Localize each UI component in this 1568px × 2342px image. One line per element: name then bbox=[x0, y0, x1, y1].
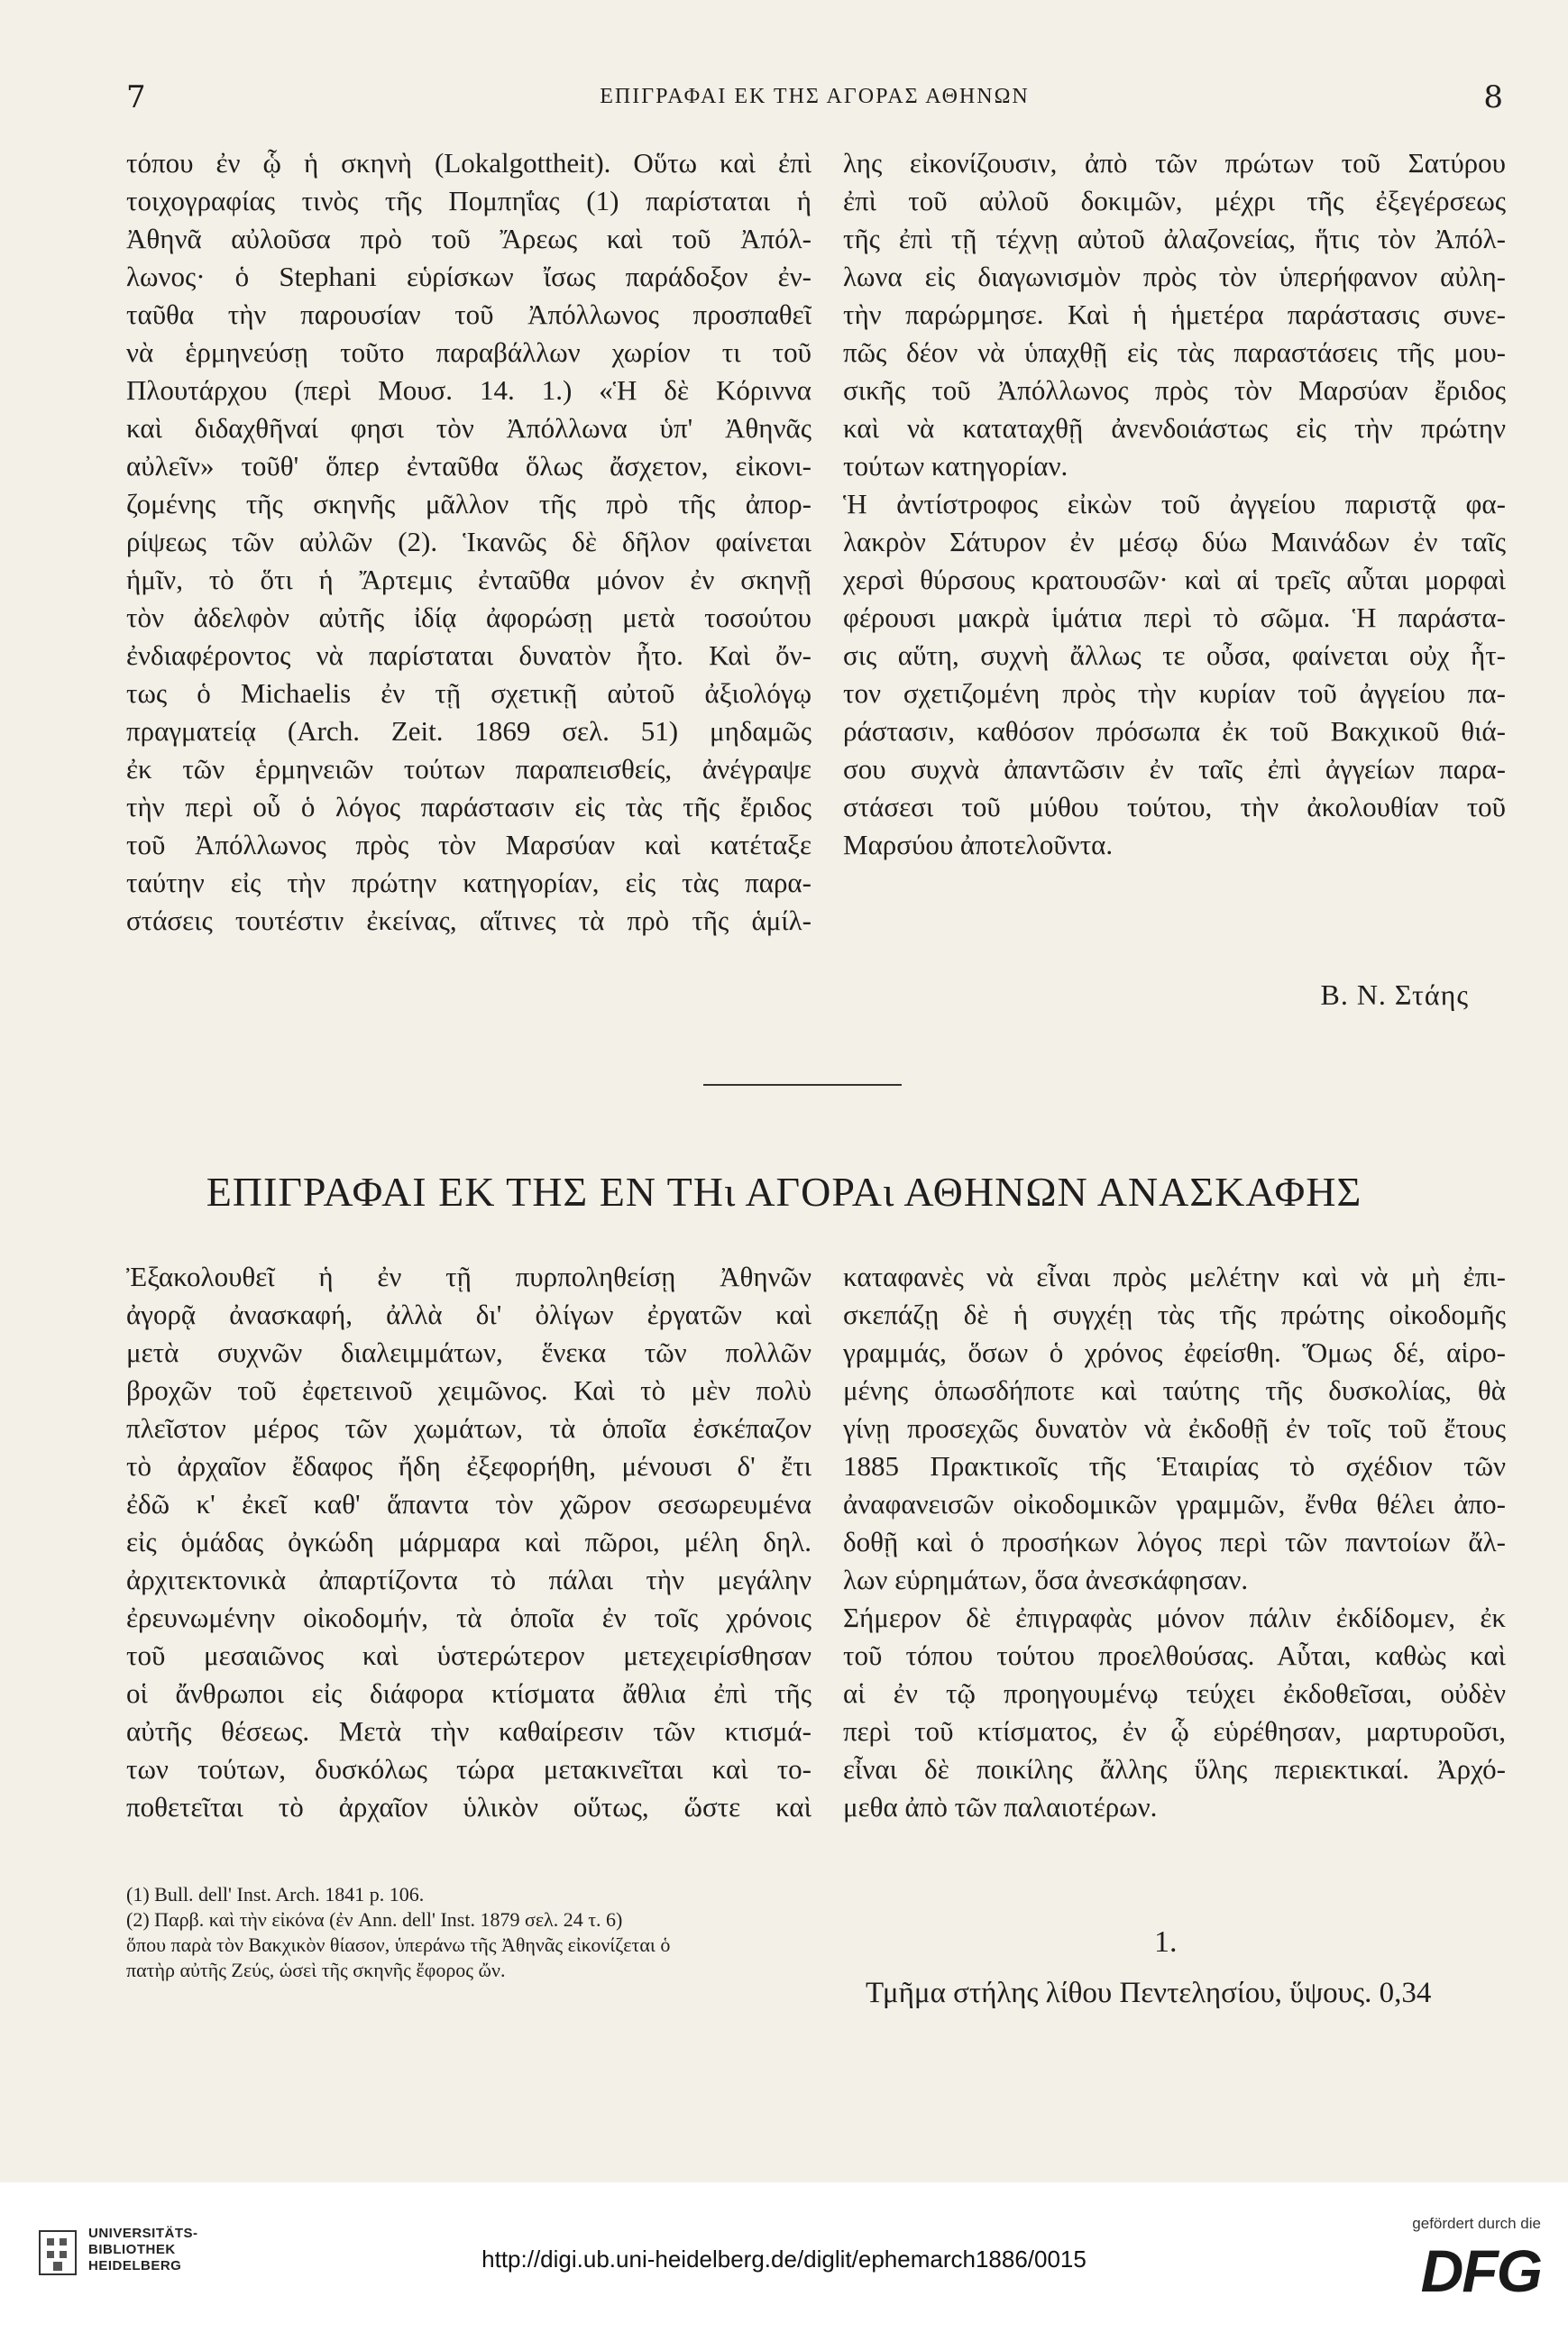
text-line: τῆς ἐπὶ τῇ τέχνῃ αὐτοῦ ἀλαζονείας, ἥτις τὸν Ἀπόλ- bbox=[843, 223, 1506, 254]
text-line: βροχῶν τοῦ ἐφετεινοῦ χειμῶνος. Καὶ τὸ μὲν πολὺ bbox=[126, 1374, 812, 1406]
text-line: τούτων κατηγορίαν. bbox=[843, 450, 1068, 482]
university-library-name: UNIVERSITÄTS- BIBLIOTHEK HEIDELBERG bbox=[88, 2226, 198, 2273]
running-head bbox=[126, 72, 1503, 126]
text-line: ζομένης τῆς σκηνῆς μᾶλλον τῆς πρὸ τῆς ἀπορ- bbox=[126, 488, 812, 519]
text-line: αὐλεῖν» τοῦθ' ὅπερ ἐνταῦθα ὅλως ἄσχετον, εἰκονι- bbox=[126, 450, 812, 482]
text-line: τως ὁ Michaelis ἐν τῇ σχετικῇ αὐτοῦ ἀξιολόγῳ bbox=[126, 677, 812, 709]
text-line: στάσεις τουτέστιν ἐκείνας, αἵτινες τὰ πρὸ τῆς ἁμίλ- bbox=[126, 905, 812, 936]
text-line: τοῦ μεσαιῶνος καὶ ὑστερώτερον μετεχειρίσθησαν bbox=[126, 1639, 812, 1671]
text-line: τόπου ἐν ᾧ ἡ σκηνὴ (Lokalgottheit). Οὕτω καὶ ἐπὶ bbox=[126, 147, 812, 179]
text-line: λωνος· ὁ Stephani εὑρίσκων ἴσως παράδοξον ἐν- bbox=[126, 261, 812, 292]
section-heading: ΕΠΙΓΡΑΦΑΙ ΕΚ ΤΗΣ ΕΝ ΤΗι ΑΓΟΡΑι ΑΘΗΝΩΝ ΑΝΑΣΚΑΦΗΣ bbox=[206, 1169, 1362, 1215]
left-column-bottom bbox=[126, 1258, 812, 1826]
text-line: λακρὸν Σάτυρον ἐν μέσῳ δύω Μαινάδων ἐν ταῖς bbox=[843, 526, 1506, 557]
text-line: ἐνδιαφέροντος νὰ παρίσταται δυνατὸν ἦτο. Καὶ ὄν- bbox=[126, 639, 812, 671]
text-line: αἱ ἐν τῷ προηγουμένῳ τεύχει ἐκδοθεῖσαι, οὐδὲν bbox=[843, 1677, 1506, 1709]
text-line: Σήμερον δὲ ἐπιγραφὰς μόνον πάλιν ἐκδίδομεν, ἐκ bbox=[843, 1602, 1506, 1633]
text-line: γίνῃ προσεχῶς δυνατὸν νὰ ἐκδοθῇ ἐν τοῖς τοῦ ἔτους bbox=[843, 1412, 1506, 1444]
text-line: σις αὕτη, συχνὴ ἄλλως τε οὖσα, φαίνεται οὐχ ἧτ- bbox=[843, 639, 1506, 671]
left-column-top bbox=[126, 144, 812, 940]
text-line: ἡμῖν, τὸ ὅτι ἡ Ἄρτεμις ἐνταῦθα μόνον ἐν σκηνῇ bbox=[126, 564, 812, 595]
text-line: σου συχνὰ ἀπαντῶσιν ἐν ταῖς ἐπὶ ἀγγείων παρα- bbox=[843, 753, 1506, 785]
text-line: Ἐξακολουθεῖ ἡ ἐν τῇ πυρποληθείσῃ Ἀθηνῶν bbox=[126, 1261, 812, 1292]
text-line: μεθα ἀπὸ τῶν παλαιοτέρων. bbox=[843, 1791, 1158, 1823]
footnotes bbox=[126, 1882, 812, 1983]
text-line: μετὰ συχνῶν διαλειμμάτων, ἕνεκα τῶν πολλῶν bbox=[126, 1336, 812, 1368]
page-number-right: 8 bbox=[1483, 79, 1503, 115]
text-line: λης εἰκονίζουσιν, ἀπὸ τῶν πρώτων τοῦ Σατύρου bbox=[843, 147, 1506, 179]
text-line: πῶς δέον νὰ ὑπαχθῇ εἰς τὰς παραστάσεις τῆς μου- bbox=[843, 336, 1506, 368]
text-line: ἐκ τῶν ἑρμηνειῶν τούτων παραπεισθείς, ἀνέγραψε bbox=[126, 753, 812, 785]
text-line: οἱ ἄνθρωποι εἰς διάφορα κτίσματα ἄθλια ἐπὶ τῆς bbox=[126, 1677, 812, 1709]
text-line: καὶ νὰ καταταχθῇ ἀνενδοιάστως εἰς τὴν πρώτην bbox=[843, 412, 1506, 444]
text-line: τοῦ τόπου τούτου προελθούσας. Αὗται, καθὼς καὶ bbox=[843, 1639, 1506, 1671]
text-line: (1) Bull. dell' Inst. Arch. 1841 p. 106. bbox=[126, 1883, 425, 1906]
text-line: ράστασιν, καθόσον πρόσωπα ἐκ τοῦ Βακχικοῦ θιά- bbox=[843, 715, 1506, 747]
text-line: καὶ διδαχθῆναί φησι τὸν Ἀπόλλωνα ὑπ' Ἀθηνᾶς bbox=[126, 412, 812, 444]
text-line: λωνα εἰς διαγωνισμὸν πρὸς τὸν ὑπερήφανον αὐλη- bbox=[843, 261, 1506, 292]
text-line: τοῦ Ἀπόλλωνος πρὸς τὸν Μαρσύαν καὶ κατέταξε bbox=[126, 829, 812, 860]
text-line: δοθῇ καὶ ὁ προσήκων λόγος περὶ τῶν παντοίων ἄλ- bbox=[843, 1526, 1506, 1557]
text-line: ἐρευνωμένην οἰκοδομήν, τὰ ὁποῖα ἐν τοῖς χρόνοις bbox=[126, 1602, 812, 1633]
text-line: τοιχογραφίας τινὸς τῆς Πομπηΐας (1) παρίσταται ἡ bbox=[126, 185, 812, 216]
text-line: πατὴρ αὐτῆς Ζεύς, ὡσεὶ τῆς σκηνῆς ἔφορος ὤν. bbox=[126, 1959, 506, 1981]
text-line: εἰς ὁμάδας ὀγκώδη μάρμαρα καὶ πῶροι, μέλη δηλ. bbox=[126, 1526, 812, 1557]
right-column-top bbox=[843, 144, 1506, 864]
text-line: ἀγορᾷ ἀνασκαφή, ἀλλὰ δι' ὀλίγων ἐργατῶν καὶ bbox=[126, 1299, 812, 1330]
inscription-number: 1. bbox=[1154, 1925, 1178, 1959]
text-line: Μαρσύου ἀποτελοῦντα. bbox=[843, 829, 1114, 860]
inscription-description: Τμῆμα στήλης λίθου Πεντελησίου, ὕψους. 0,34 bbox=[866, 1977, 1432, 2009]
text-line: ταύτην εἰς τὴν πρώτην κατηγορίαν, εἰς τὰς παρα- bbox=[126, 867, 812, 898]
text-line: εἶναι δὲ ποικίλης ἄλλης ὕλης περιεκτικαί. Ἀρχό- bbox=[843, 1753, 1506, 1785]
right-column-bottom bbox=[843, 1258, 1506, 1826]
permalink-url[interactable]: http://digi.ub.uni-heidelberg.de/diglit/ephemarch1886/0015 bbox=[481, 2246, 1087, 2273]
text-line: τὴν περὶ οὗ ὁ λόγος παράστασιν εἰς τὰς τῆς ἔριδος bbox=[126, 791, 812, 822]
text-line: φέρουσι μακρὰ ἱμάτια περὶ τὸ σῶμα. Ἡ παράστα- bbox=[843, 602, 1506, 633]
dfg-logo: DFG bbox=[1420, 2237, 1541, 2304]
text-line: σκεπάζῃ δὲ ἡ συγχέῃ τὰς τῆς πρώτης οἰκοδομῆς bbox=[843, 1299, 1506, 1330]
text-line: σικῆς τοῦ Ἀπόλλωνος πρὸς τὸν Μαρσύαν ἔριδος bbox=[843, 374, 1506, 406]
text-line: λων εὑρημάτων, ὅσα ἀνεσκάφησαν. bbox=[843, 1564, 1249, 1595]
text-line: ἐπὶ τοῦ αὐλοῦ δοκιμῶν, μέχρι τῆς ἐξεγέρσεως bbox=[843, 185, 1506, 216]
page-number-left: 7 bbox=[126, 79, 146, 115]
text-line: ἀρχιτεκτονικὰ ἀπαρτίζοντα τὸ πάλαι τὴν μεγάλην bbox=[126, 1564, 812, 1595]
author-signature: Β. Ν. Στάης bbox=[1320, 978, 1469, 1011]
text-line: Πλουτάρχου (περὶ Μουσ. 14. 1.) «Ἡ δὲ Κόριννα bbox=[126, 374, 812, 406]
text-line: τὸν ἀδελφὸν αὐτῆς ἰδίᾳ ἀφορώσῃ μετὰ τοσούτου bbox=[126, 602, 812, 633]
funder-caption: gefördert durch die bbox=[1412, 2215, 1541, 2232]
text-line: Ἀθηνᾶ αὐλοῦσα πρὸ τοῦ Ἄρεως καὶ τοῦ Ἀπόλ- bbox=[126, 223, 812, 254]
text-line: ὅπου παρὰ τὸν Βακχικὸν θίασον, ὑπεράνω τῆς Ἀθηνᾶς εἰκονίζεται ὁ bbox=[126, 1933, 671, 1956]
text-line: πραγματείᾳ (Arch. Zeit. 1869 σελ. 51) μηδαμῶς bbox=[126, 715, 812, 747]
text-line: τὸ ἀρχαῖον ἔδαφος ἤδη ἐξεφορήθη, μένουσι δ' ἔτι bbox=[126, 1450, 812, 1482]
section-divider bbox=[703, 1084, 902, 1086]
text-line: καταφανὲς νὰ εἶναι πρὸς μελέτην καὶ νὰ μὴ ἐπι- bbox=[843, 1261, 1506, 1292]
text-line: (2) Παρβ. καὶ τὴν εἰκόνα (ἐν Ann. dell' Inst. 1879 σελ. 24 τ. 6) bbox=[126, 1908, 623, 1931]
text-line: ταῦθα τὴν παρουσίαν τοῦ Ἀπόλλωνος προσπαθεῖ bbox=[126, 298, 812, 330]
text-line: ποθετεῖται τὸ ἀρχαῖον ὑλικὸν οὕτως, ὥστε καὶ bbox=[126, 1791, 812, 1823]
text-line: πλεῖστον μέρος τῶν χωμάτων, τὰ ὁποῖα ἐσκέπαζον bbox=[126, 1412, 812, 1444]
text-line: ἐδῶ κ' ἐκεῖ καθ' ἅπαντα τὸν χῶρον σεσωρευμένα bbox=[126, 1488, 812, 1520]
text-line: 1885 Πρακτικοῖς τῆς Ἑταιρίας τὸ σχέδιον τῶν bbox=[843, 1450, 1506, 1482]
text-line: Ἡ ἀντίστροφος εἰκὼν τοῦ ἀγγείου παριστᾷ φα- bbox=[843, 488, 1506, 519]
text-line: ἀναφανεισῶν οἰκοδομικῶν γραμμῶν, ἔνθα θέλει ἀπο- bbox=[843, 1488, 1506, 1520]
text-line: ρίψεως τῶν αὐλῶν (2). Ἱκανῶς δὲ δῆλον φαίνεται bbox=[126, 526, 812, 557]
text-line: τον σχετιζομένη πρὸς τὴν κυρίαν τοῦ ἀγγείου πα- bbox=[843, 677, 1506, 709]
text-line: στάσεσι τοῦ μύθου τούτου, τὴν ἀκολουθίαν τοῦ bbox=[843, 791, 1506, 822]
text-line: των τούτων, δυσκόλως τώρα μετακινεῖται καὶ το- bbox=[126, 1753, 812, 1785]
text-line: αὐτῆς θέσεως. Μετὰ τὴν καθαίρεσιν τῶν κτισμά- bbox=[126, 1715, 812, 1747]
running-title: ΕΠΙΓΡΑΦΑΙ ΕΚ ΤΗΣ ΑΓΟΡΑΣ ΑΘΗΝΩΝ bbox=[600, 85, 1030, 108]
text-line: χερσὶ θύρσους κρατουσῶν· καὶ αἱ τρεῖς αὗται μορφαὶ bbox=[843, 564, 1506, 595]
text-line: γραμμάς, ὅσων ὁ χρόνος ἐφείσθη. Ὅμως δέ, αἱρο- bbox=[843, 1336, 1506, 1368]
text-line: μένης ὁπωσδήποτε καὶ ταύτης τῆς δυσκολίας, θὰ bbox=[843, 1374, 1506, 1406]
text-line: τὴν παρώρμησε. Καὶ ἡ ἡμετέρα παράστασις συνε- bbox=[843, 298, 1506, 330]
text-line: περὶ τοῦ κτίσματος, ἐν ᾧ εὑρέθησαν, μαρτυροῦσι, bbox=[843, 1715, 1506, 1747]
text-line: νὰ ἑρμηνεύσῃ τοῦτο παραβάλλων χωρίον τι τοῦ bbox=[126, 336, 812, 368]
